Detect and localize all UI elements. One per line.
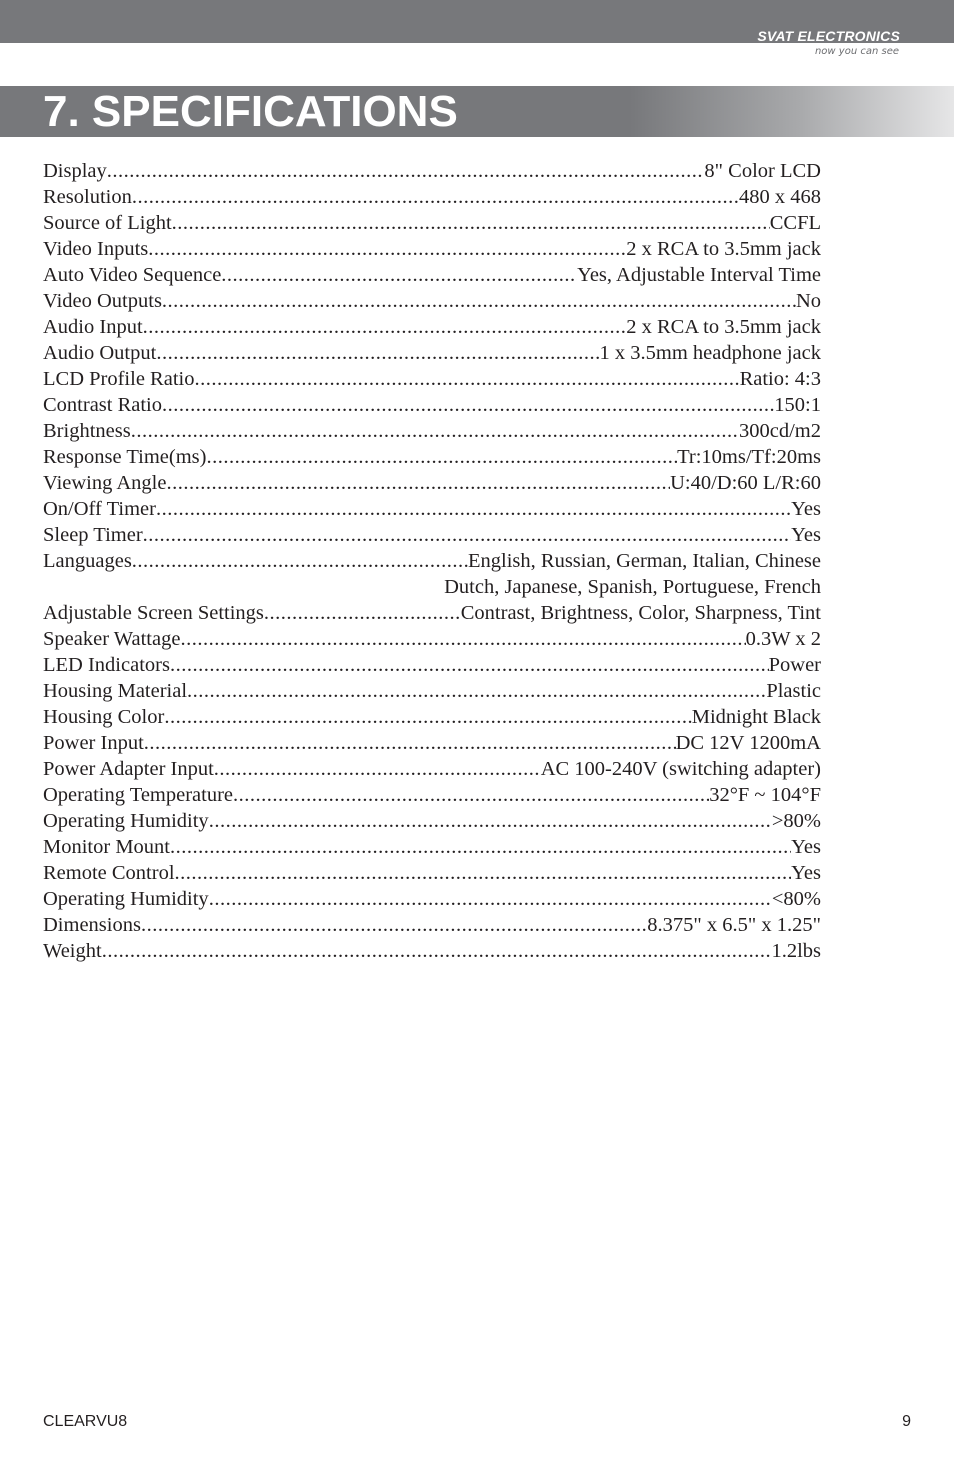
spec-label: Housing Color: [43, 706, 165, 728]
spec-label: Power Adapter Input: [43, 758, 214, 780]
spec-row: [43, 288, 821, 314]
dot-leader: [144, 730, 676, 756]
dot-leader: [209, 808, 772, 834]
dot-leader: [264, 600, 461, 626]
spec-value: CCFL: [769, 212, 821, 234]
spec-value: 2 x RCA to 3.5mm jack: [626, 316, 821, 338]
spec-label: Languages: [43, 550, 132, 572]
spec-value: Yes: [791, 836, 821, 858]
footer-product-name: CLEARVU8: [43, 1413, 128, 1430]
spec-row: [43, 522, 821, 548]
spec-row: [43, 730, 821, 756]
dot-leader: [233, 782, 709, 808]
spec-value: AC 100-240V (switching adapter): [540, 758, 821, 780]
spec-label: Operating Humidity: [43, 810, 209, 832]
spec-value: Yes: [791, 498, 821, 520]
spec-value: DC 12V 1200mA: [675, 732, 821, 754]
dot-leader: [206, 444, 677, 470]
spec-label: Monitor Mount: [43, 836, 170, 858]
spec-value: 8.375" x 6.5" x 1.25": [647, 914, 821, 936]
spec-row: [43, 860, 821, 886]
dot-leader: [148, 236, 626, 262]
spec-label: Audio Input: [43, 316, 143, 338]
spec-row: [43, 782, 821, 808]
spec-value: Midnight Black: [691, 706, 821, 728]
dot-leader: [132, 548, 468, 574]
spec-label: Resolution: [43, 186, 132, 208]
spec-row: [43, 158, 821, 184]
spec-label: Audio Output: [43, 342, 157, 364]
dot-leader: [170, 652, 769, 678]
spec-label: Dimensions: [43, 914, 141, 936]
dot-leader: [170, 834, 791, 860]
spec-row: [43, 626, 821, 652]
spec-row: [43, 392, 821, 418]
spec-row: [43, 236, 821, 262]
dot-leader: [107, 158, 705, 184]
dot-leader: [221, 262, 577, 288]
spec-label: Speaker Wattage: [43, 628, 181, 650]
spec-row: [43, 886, 821, 912]
spec-value: 1 x 3.5mm headphone jack: [599, 342, 821, 364]
dot-leader: [102, 938, 772, 964]
spec-label: Video Inputs: [43, 238, 149, 260]
spec-label: Operating Humidity: [43, 888, 209, 910]
spec-value: Tr:10ms/Tf:20ms: [677, 446, 821, 468]
dot-leader: [180, 626, 745, 652]
spec-label: Weight: [43, 940, 102, 962]
spec-label: Viewing Angle: [43, 472, 167, 494]
dot-leader: [132, 184, 739, 210]
dot-leader: [143, 522, 791, 548]
spec-label: Brightness: [43, 420, 131, 442]
spec-label: LCD Profile Ratio: [43, 368, 195, 390]
dot-leader: [162, 392, 774, 418]
spec-value: Yes: [791, 524, 821, 546]
spec-row: [43, 314, 821, 340]
dot-leader: [166, 470, 670, 496]
spec-row: [43, 340, 821, 366]
dot-leader: [156, 340, 599, 366]
spec-row: [43, 808, 821, 834]
spec-value-continuation: Dutch, Japanese, Spanish, Portuguese, French: [444, 576, 821, 598]
spec-row: [43, 548, 821, 574]
spec-label: Contrast Ratio: [43, 394, 163, 416]
dot-leader: [143, 314, 627, 340]
spec-row: [43, 262, 821, 288]
spec-value: Contrast, Brightness, Color, Sharpness, Tint: [460, 602, 821, 624]
spec-row: [43, 912, 821, 938]
spec-row: [43, 366, 821, 392]
spec-row: [43, 496, 821, 522]
dot-leader: [209, 886, 772, 912]
spec-value: Ratio: 4:3: [739, 368, 821, 390]
spec-label: Display: [43, 160, 107, 182]
section-title: 7. SPECIFICATIONS: [43, 87, 458, 136]
spec-value: 480 x 468: [739, 186, 821, 208]
spec-value: 2 x RCA to 3.5mm jack: [626, 238, 821, 260]
spec-value: 32°F ~ 104°F: [709, 784, 821, 806]
spec-row: [43, 184, 821, 210]
dot-leader: [214, 756, 541, 782]
spec-value: 0.3W x 2: [745, 628, 821, 650]
spec-row: [43, 652, 821, 678]
dot-leader: [172, 210, 770, 236]
dot-leader: [131, 418, 739, 444]
dot-leader: [141, 912, 647, 938]
spec-value: 150:1: [774, 394, 821, 416]
spec-label: Remote Control: [43, 862, 175, 884]
dot-leader: [175, 860, 792, 886]
spec-label: On/Off Timer: [43, 498, 156, 520]
spec-value: U:40/D:60 L/R:60: [670, 472, 821, 494]
spec-value: Plastic: [766, 680, 821, 702]
spec-row: [43, 756, 821, 782]
spec-label: Operating Temperature: [43, 784, 234, 806]
spec-row: [43, 210, 821, 236]
spec-label: Response Time(ms): [43, 446, 207, 468]
brand-tagline: now you can see: [814, 46, 899, 57]
spec-value: English, Russian, German, Italian, Chinese: [468, 550, 821, 572]
spec-row: [43, 418, 821, 444]
dot-leader: [194, 366, 739, 392]
spec-row: [43, 444, 821, 470]
spec-row: [43, 600, 821, 626]
footer-page-number: 9: [902, 1413, 911, 1430]
dot-leader: [164, 704, 691, 730]
spec-value: 300cd/m2: [739, 420, 821, 442]
spec-label: Auto Video Sequence: [43, 264, 222, 286]
spec-label: LED Indicators: [43, 654, 170, 676]
spec-row: [43, 678, 821, 704]
spec-value: >80%: [771, 810, 821, 832]
spec-label: Power Input: [43, 732, 144, 754]
brand-name: SVAT ELECTRONICS: [757, 28, 900, 44]
spec-list: [43, 158, 821, 964]
spec-value: Power: [768, 654, 821, 676]
spec-row: [43, 470, 821, 496]
spec-label: Sleep Timer: [43, 524, 143, 546]
spec-value: Yes: [791, 862, 821, 884]
spec-label: Source of Light: [43, 212, 172, 234]
spec-value: 1.2lbs: [771, 940, 821, 962]
spec-label: Housing Material: [43, 680, 188, 702]
spec-value: 8" Color LCD: [704, 160, 821, 182]
spec-value: Yes, Adjustable Interval Time: [577, 264, 821, 286]
spec-label: Adjustable Screen Settings: [43, 602, 264, 624]
spec-value: <80%: [771, 888, 821, 910]
spec-label: Video Outputs: [43, 290, 162, 312]
dot-leader: [162, 288, 796, 314]
spec-row: [43, 834, 821, 860]
dot-leader: [156, 496, 791, 522]
spec-row: [43, 938, 821, 964]
spec-value: No: [795, 290, 821, 312]
dot-leader: [187, 678, 766, 704]
spec-row: [43, 704, 821, 730]
